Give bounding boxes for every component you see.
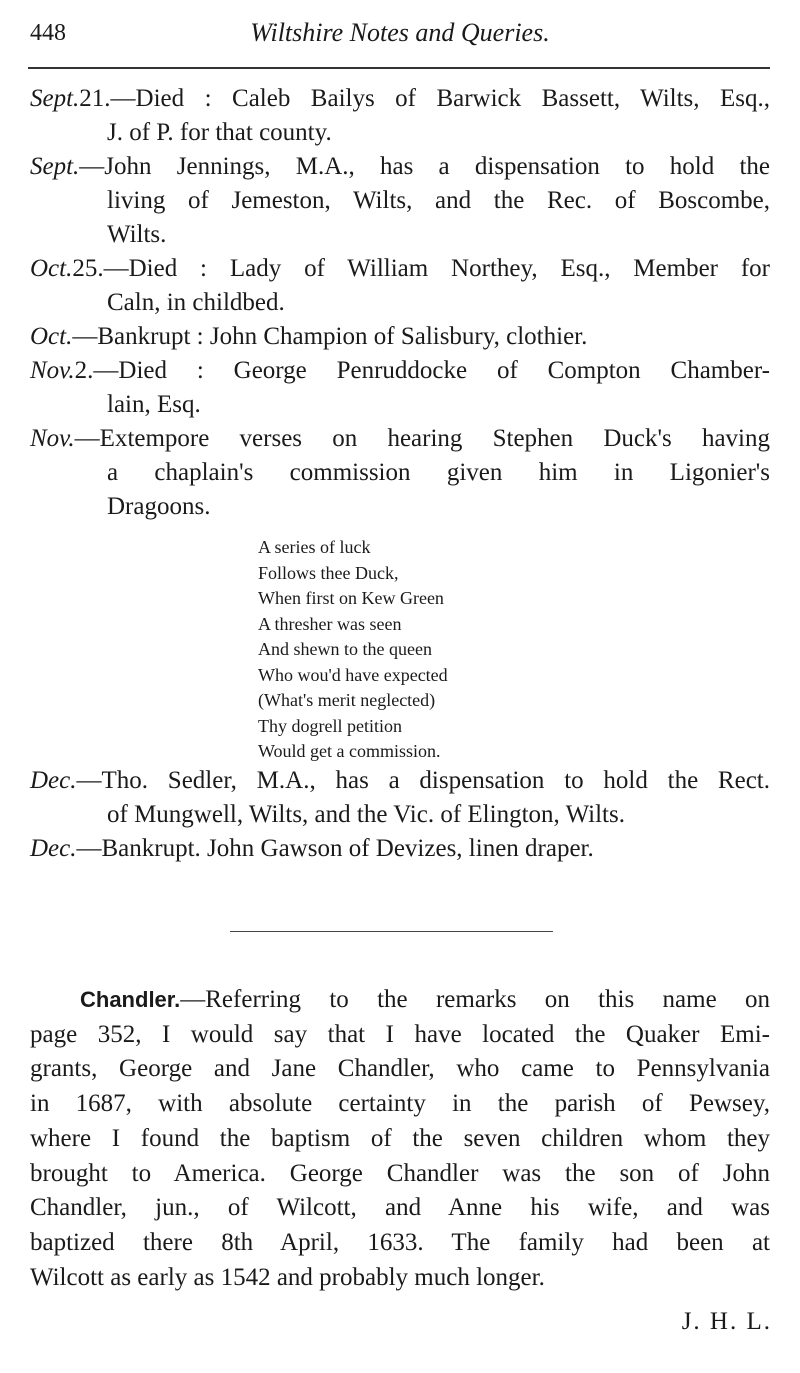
entry-text: Dragoons.	[107, 493, 211, 520]
entry-date: Dec.	[30, 835, 77, 862]
entry-line	[30, 354, 770, 388]
entry-text: —John Jennings, M.A., has a dispensation to hold the	[79, 153, 770, 180]
paragraph-text: where I found the baptism of the seven children whom they	[30, 1124, 770, 1152]
poem-line: A series of luck	[258, 537, 371, 557]
entry-line	[30, 252, 770, 286]
entry-line	[30, 218, 770, 252]
entry-line	[30, 798, 770, 832]
entry-date: Oct.	[30, 323, 73, 350]
poem-line: (What's merit neglected)	[258, 690, 436, 710]
entry-text: J. of P. for that county.	[107, 119, 332, 146]
entry	[30, 832, 770, 866]
paragraph-line	[30, 1052, 770, 1087]
entry-line	[30, 422, 770, 456]
poem-line: When first on Kew Green	[258, 588, 444, 608]
paragraph-text: in 1687, with absolute certainty in the parish of Pewsey,	[30, 1090, 770, 1118]
chronicle-entries	[30, 82, 770, 524]
entry-text: 21.—Died : Caleb Bailys of Barwick Bassett, Wilts, Esq.,	[79, 85, 770, 112]
paragraph-line	[30, 1191, 770, 1226]
header-rule	[28, 67, 770, 69]
paragraph-text: brought to America. George Chandler was the son of John	[30, 1159, 770, 1187]
entry-text: —Extempore verses on hearing Stephen Duck's having	[74, 425, 770, 452]
entry-line	[30, 150, 770, 184]
entry-line	[30, 116, 770, 150]
entry-text: living of Jemeston, Wilts, and the Rec. of Boscombe,	[107, 187, 770, 214]
paragraph-line	[30, 1157, 770, 1192]
poem	[258, 535, 448, 765]
poem-line: Would get a commission.	[258, 741, 441, 761]
paragraph-text: —Referring to the remarks on this name on	[180, 986, 770, 1013]
paragraph-line	[30, 1018, 770, 1053]
paragraph-text: page 352, I would say that I have located the Quaker Emi-	[30, 1020, 770, 1048]
note-heading: Chandler.	[80, 987, 181, 1012]
entry-text: of Mungwell, Wilts, and the Vic. of Elington, Wilts.	[107, 801, 625, 828]
page-number: 448	[30, 20, 66, 46]
entry-text: 2.—Died : George Penruddocke of Compton Chamber-	[74, 357, 770, 384]
entry-line	[30, 764, 770, 798]
entry	[30, 354, 770, 422]
entry-text: Caln, in childbed.	[107, 289, 285, 316]
entry-text: —Bankrupt : John Champion of Salisbury, clothier.	[72, 323, 588, 350]
entry	[30, 422, 770, 524]
entry-line	[30, 832, 770, 866]
chronicle-entries-december	[30, 764, 770, 866]
section-divider	[230, 931, 553, 932]
paragraph-line	[30, 1261, 770, 1296]
entry-date: Nov.	[30, 425, 75, 452]
poem-line: And shewn to the queen	[258, 639, 432, 659]
running-title: Wiltshire Notes and Queries.	[250, 18, 550, 47]
entry-text: Wilts.	[107, 221, 167, 248]
paragraph-line	[30, 1226, 770, 1261]
entry-date: Sept.	[30, 153, 80, 180]
paragraph-text: grants, George and Jane Chandler, who came to Pennsylvania	[30, 1055, 770, 1083]
entry-date: Oct.	[30, 255, 73, 282]
entry	[30, 320, 770, 354]
paragraph-text: baptized there 8th April, 1633. The family had been at	[30, 1228, 770, 1256]
entry-line	[30, 82, 770, 116]
entry-text: 25.—Died : Lady of William Northey, Esq., Member for	[72, 255, 770, 282]
entry-line	[30, 184, 770, 218]
paragraph-text: Chandler, jun., of Wilcott, and Anne his wife, and was	[30, 1194, 770, 1222]
paragraph-line	[30, 1087, 770, 1122]
poem-line: Follows thee Duck,	[258, 562, 399, 583]
entry-text: —Bankrupt. John Gawson of Devizes, linen draper.	[76, 835, 594, 862]
signature: J. H. L.	[681, 1308, 772, 1335]
entry	[30, 252, 770, 320]
entry-line	[30, 490, 770, 524]
entry-line	[30, 388, 770, 422]
entry-date: Sept.	[30, 85, 80, 112]
poem-line: Thy dogrell petition	[258, 715, 402, 736]
entry-date: Dec.	[30, 767, 77, 794]
paragraph-line	[30, 1122, 770, 1157]
entry-line	[30, 320, 770, 354]
paragraph-line	[30, 983, 770, 1018]
poem-line: Who wou'd have expected	[258, 664, 448, 685]
entry-text: a chaplain's commission given him in Ligonier's	[107, 459, 770, 486]
paragraph-text: Wilcott as early as 1542 and probably much longer.	[30, 1263, 545, 1291]
poem-line: A thresher was seen	[258, 613, 402, 634]
entry-line	[30, 456, 770, 490]
entry	[30, 764, 770, 832]
entry	[30, 150, 770, 252]
entry	[30, 82, 770, 150]
entry-text: —Tho. Sedler, M.A., has a dispensation to hold the Rect.	[76, 767, 770, 794]
entry-line	[30, 286, 770, 320]
entry-text: lain, Esq.	[107, 391, 201, 418]
chandler-note	[30, 983, 770, 1295]
entry-date: Nov.	[30, 357, 75, 384]
